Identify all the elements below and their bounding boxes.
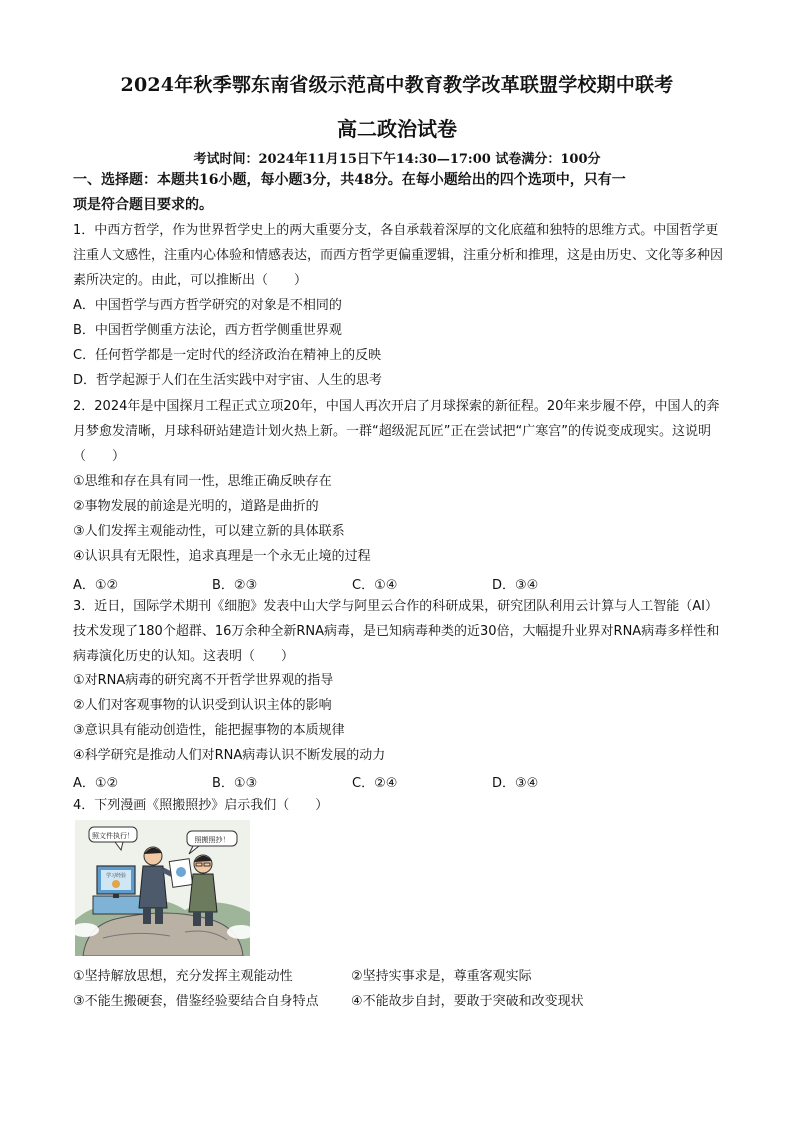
q2-statement-1: ①思维和存在具有同一性，思维正确反映存在	[73, 474, 332, 489]
exam-title: 2024年秋季鄂东南省级示范高中教育教学改革联盟学校期中联考	[120, 74, 674, 96]
q4-stem: 4．下列漫画《照搬照抄》启示我们（ ）	[73, 798, 329, 813]
q2-option-b: B．②③	[212, 578, 258, 593]
q3-option-d: D．③④	[492, 776, 539, 791]
q3-statement-4: ④科学研究是推动人们对RNA病毒认识不断发展的动力	[73, 748, 386, 763]
q1-option-a: A．中国哲学与西方哲学研究的对象是不相同的	[73, 298, 342, 313]
q1-option-b: B．中国哲学侧重方法论，西方哲学侧重世界观	[73, 323, 342, 338]
q2-option-d: D．③④	[492, 578, 539, 593]
q4-statement-3: ③不能生搬硬套，借鉴经验要结合自身特点	[73, 994, 319, 1009]
q1-option-d: D．哲学起源于人们在生活实践中对宇宙、人生的思考	[73, 373, 383, 388]
bubble-left-text: 照文件执行！	[92, 832, 134, 840]
q2-statement-2: ②事物发展的前途是光明的，道路是曲折的	[73, 499, 319, 514]
q3-statement-3: ③意识具有能动创造性，能把握事物的本质规律	[73, 723, 345, 738]
q4-statement-4: ④不能故步自封，要敢于突破和改变现状	[351, 994, 584, 1009]
q4-statement-2: ②坚持实事求是，尊重客观实际	[351, 969, 532, 984]
q3-stem: 3．近日，国际学术期刊《细胞》发表中山大学与阿里云合作的科研成果，研究团队利用云计算与人工智能（AI）技术发现了180个超群、16万余种全新RNA病毒，是已知病毒种类的近30倍，大幅提升业界对RNA病毒多样性和病毒演化历史的认知。这表明（ ）	[73, 599, 720, 664]
q1-stem: 1．中西方哲学，作为世界哲学史上的两大重要分支，各自承载着深厚的文化底蕴和独特的思维方式。中国哲学更注重人文感性，注重内心体验和情感表达，而西方哲学更偏重逻辑，注重分析和推理，这是由历史、文化等多种因素所决定的。由此，可以推断出（ ）	[73, 223, 724, 288]
q2-stem: 2．2024年是中国探月工程正式立项20年，中国人再次开启了月球探索的新征程。20年来步履不停，中国人的奔月梦愈发清晰，月球科研站建造计划火热上新。一群“超级泥瓦匠”正在尝试把“广寒宫”的传说变成现实。这说明（ ）	[73, 399, 720, 464]
q3-statement-1: ①对RNA病毒的研究离不开哲学世界观的指导	[73, 673, 334, 688]
exam-subtitle: 高二政治试卷	[337, 117, 457, 141]
section-heading-line1: 一、选择题：本题共16小题，每小题3分，共48分。在每小题给出的四个选项中，只有一	[73, 172, 626, 188]
q2-statement-4: ④认识具有无限性，追求真理是一个永无止境的过程	[73, 549, 371, 564]
cartoon-illustration	[75, 820, 250, 956]
exam-info: 考试时间：2024年11月15日下午14:30—17:00 试卷满分：100分	[193, 152, 601, 167]
q4-statement-1: ①坚持解放思想，充分发挥主观能动性	[73, 969, 293, 984]
monitor-text: 学习经验	[105, 873, 127, 879]
q2-option-c: C．①④	[352, 578, 398, 593]
q1-option-c: C．任何哲学都是一定时代的经济政治在精神上的反映	[73, 348, 382, 363]
q3-option-b: B．①③	[212, 776, 258, 791]
section-heading-line2: 项是符合题目要求的。	[73, 197, 213, 213]
bubble-right-text: 照搬照抄！	[194, 836, 230, 844]
q2-statement-3: ③人们发挥主观能动性，可以建立新的具体联系	[73, 524, 345, 539]
q3-option-a: A．①②	[73, 776, 119, 791]
q3-statement-2: ②人们对客观事物的认识受到认识主体的影响	[73, 698, 332, 713]
q3-option-c: C．②④	[352, 776, 398, 791]
q2-option-a: A．①②	[73, 578, 119, 593]
